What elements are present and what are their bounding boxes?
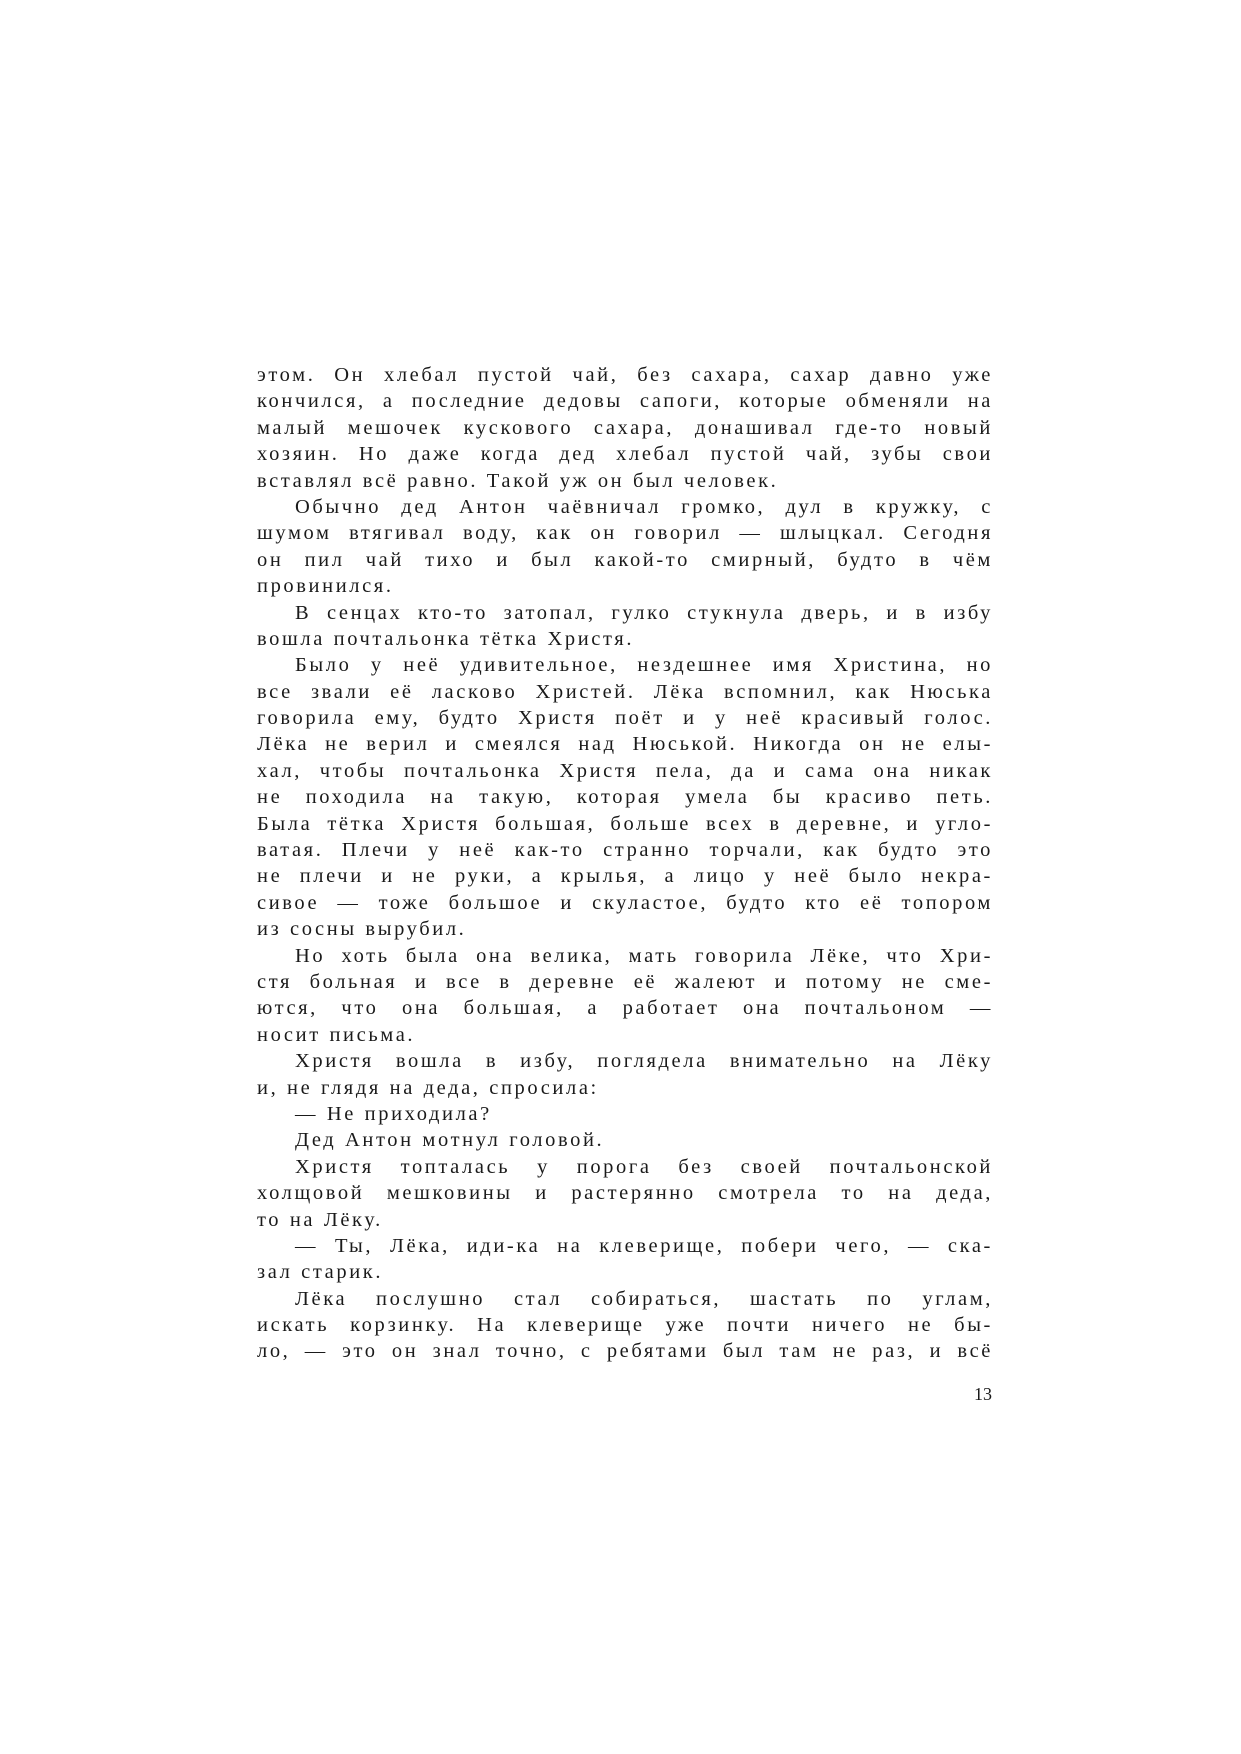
text-line: В сенцах кто-то затопал, гулко стукнула дверь, и в избу	[295, 601, 993, 624]
text-line: — Не приходила?	[295, 1102, 492, 1125]
paragraph	[257, 1154, 993, 1233]
paragraph	[257, 1286, 993, 1365]
text-line: Христя топталась у порога без своей почтальонской	[295, 1155, 993, 1178]
text-line: носит письма.	[257, 1023, 416, 1046]
text-line: Была тётка Христя большая, больше всех в деревне, и угло-	[257, 812, 993, 835]
text-line: Христя вошла в избу, поглядела внимательно на Лёку	[295, 1050, 993, 1073]
paragraph	[257, 1127, 993, 1153]
text-line: кончился, а последние дедовы сапоги, которые обменяли на	[257, 390, 993, 413]
text-line: малый мешочек кускового сахара, донашивал где-то новый	[257, 416, 993, 439]
text-line: искать корзинку. На клеверище уже почти ничего не бы-	[257, 1314, 993, 1337]
paragraph	[257, 600, 993, 653]
paragraph	[257, 1048, 993, 1101]
text-line: ватая. Плечи у неё как-то странно торчали, как будто это	[257, 839, 993, 862]
text-line: провинился.	[257, 575, 394, 598]
text-line: холщовой мешковины и растерянно смотрела то на деда,	[257, 1182, 993, 1205]
text-line: ются, что она большая, а работает она почтальоном —	[257, 997, 993, 1020]
text-line: Лёка послушно стал собираться, шастать по углам,	[295, 1287, 993, 1310]
text-line: ло, — это он знал точно, с ребятами был там не раз, и всё	[257, 1340, 993, 1363]
text-line: он пил чай тихо и был какой-то смирный, будто в чём	[257, 548, 993, 571]
text-line: из сосны вырубил.	[257, 918, 467, 941]
text-line: то на Лёку.	[257, 1208, 383, 1231]
text-line: Лёка не верил и смеялся над Нюськой. Никогда он не елы-	[257, 733, 993, 756]
text-line: стя больная и все в деревне её жалеют и потому не сме-	[257, 970, 993, 993]
page-number: 13	[974, 1384, 992, 1404]
text-line: этом. Он хлебал пустой чай, без сахара, сахар давно уже	[257, 364, 993, 386]
text-line: говорила ему, будто Христя поёт и у неё красивый голос.	[257, 707, 993, 730]
text-line: хал, чтобы почтальонка Христя пела, да и сама она никак	[257, 759, 993, 782]
text-line: шумом втягивал воду, как он говорил — шлыцкал. Сегодня	[257, 522, 993, 545]
text-line: не плечи и не руки, а крылья, а лицо у неё было некра-	[257, 865, 993, 888]
text-line: и, не глядя на деда, спросила:	[257, 1076, 599, 1099]
text-line: вошла почтальонка тётка Христя.	[257, 627, 635, 650]
text-line: Обычно дед Антон чаёвничал громко, дул в кружку, с	[295, 495, 993, 518]
paragraph	[257, 1233, 993, 1286]
text-line: сивое — тоже большое и скуластое, будто кто её топором	[257, 891, 993, 914]
paragraph	[257, 494, 993, 600]
paragraph	[257, 943, 993, 1049]
paragraph	[257, 652, 993, 942]
text-line: Было у неё удивительное, нездешнее имя Христина, но	[295, 654, 993, 677]
text-line: зал старик.	[257, 1261, 384, 1284]
text-line: — Ты, Лёка, иди-ка на клеверище, побери чего, — ска-	[295, 1234, 993, 1257]
text-line: Но хоть была она велика, мать говорила Лёке, что Хри-	[295, 944, 993, 967]
text-line: не походила на такую, которая умела бы красиво петь.	[257, 786, 993, 809]
text-line: Дед Антон мотнул головой.	[295, 1129, 605, 1152]
paragraph	[257, 1101, 993, 1127]
paragraph	[257, 362, 993, 494]
text-line: все звали её ласково Христей. Лёка вспомнил, как Нюська	[257, 680, 993, 703]
text-line: хозяин. Но даже когда дед хлебал пустой чай, зубы свои	[257, 443, 993, 466]
body-text	[257, 362, 993, 1365]
text-line: вставлял всё равно. Такой уж он был человек.	[257, 469, 779, 492]
